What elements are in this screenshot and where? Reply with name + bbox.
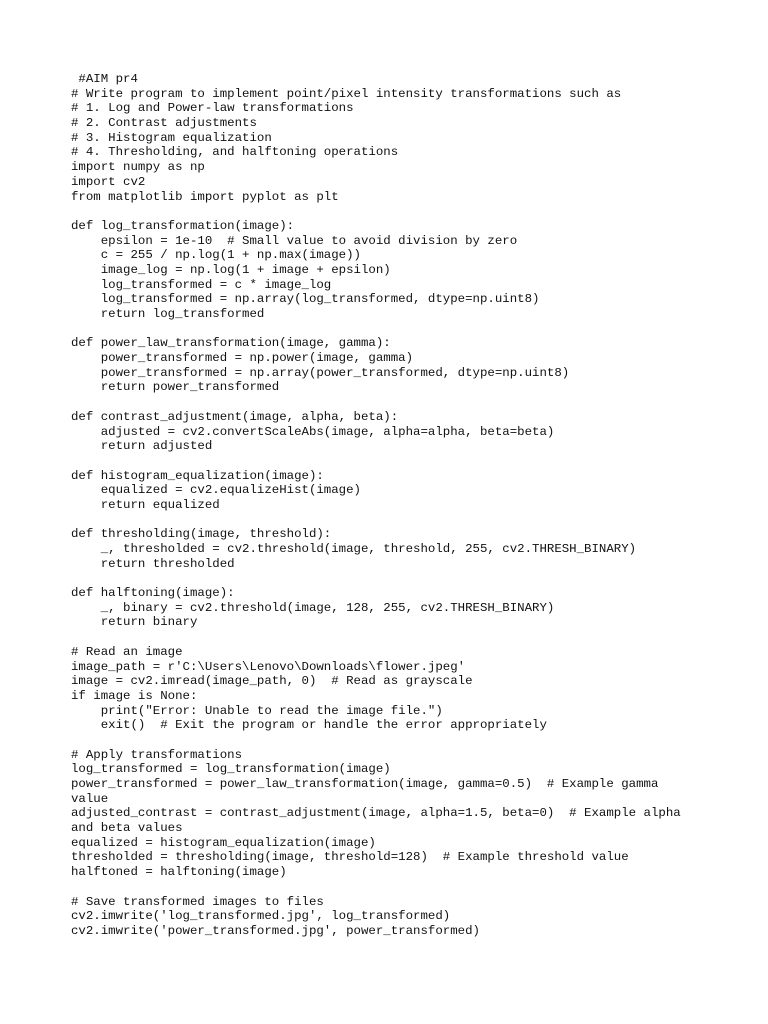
code-line: [71, 630, 711, 645]
code-line: value: [71, 791, 109, 806]
code-line: power_transformed = power_law_transformation(image, gamma=0.5) # Example gamma: [71, 777, 659, 791]
code-line: image = cv2.imread(image_path, 0) # Read as grayscale: [71, 674, 473, 689]
code-line: def contrast_adjustment(image, alpha, beta):: [71, 409, 399, 424]
code-line: [71, 454, 711, 469]
code-line: # Apply transformations: [71, 747, 243, 762]
code-line: def halftoning(image):: [71, 586, 235, 601]
code-line: halftoned = halftoning(image): [71, 865, 287, 880]
code-line: # 4. Thresholding, and halftoning operations: [71, 145, 399, 160]
code-line: def histogram_equalization(image):: [71, 468, 324, 483]
code-line: [71, 733, 711, 748]
code-line: print("Error: Unable to read the image file."): [71, 703, 443, 718]
code-line: import cv2: [71, 174, 146, 189]
code-line: # 3. Histogram equalization: [71, 130, 272, 145]
code-line: # Write program to implement point/pixel intensity transformations such as: [71, 86, 622, 101]
code-line: [71, 322, 711, 337]
code-line: equalized = cv2.equalizeHist(image): [71, 483, 361, 498]
code-line: c = 255 / np.log(1 + np.max(image)): [71, 248, 361, 263]
code-line: [71, 395, 711, 410]
code-line: power_transformed = np.array(power_transformed, dtype=np.uint8): [71, 365, 570, 380]
code-line: def log_transformation(image):: [71, 218, 295, 233]
code-line: power_transformed = np.power(image, gamma): [71, 351, 414, 366]
code-line: log_transformed = log_transformation(image): [71, 762, 391, 777]
code-line: def thresholding(image, threshold):: [71, 527, 332, 542]
code-line: image_log = np.log(1 + image + epsilon): [71, 262, 391, 277]
code-line: exit() # Exit the program or handle the error appropriately: [71, 718, 547, 733]
code-line: from matplotlib import pyplot as plt: [71, 189, 339, 204]
code-line: return log_transformed: [71, 307, 265, 321]
code-line: log_transformed = c * image_log: [71, 277, 332, 292]
code-line: [71, 204, 711, 219]
code-line: # Save transformed images to files: [71, 894, 324, 909]
code-line: # 1. Log and Power-law transformations: [71, 101, 354, 116]
code-line: [71, 880, 711, 895]
code-listing: [71, 72, 711, 939]
code-line: [71, 571, 711, 586]
code-line: #AIM pr4: [71, 72, 138, 86]
code-line: equalized = histogram_equalization(image): [71, 835, 376, 850]
code-line: cv2.imwrite('log_transformed.jpg', log_transformed): [71, 909, 451, 924]
code-line: epsilon = 1e-10 # Small value to avoid division by zero: [71, 233, 518, 248]
code-line: thresholded = thresholding(image, threshold=128) # Example threshold value: [71, 850, 629, 865]
code-line: def power_law_transformation(image, gamma):: [71, 336, 391, 351]
code-line: return thresholded: [71, 556, 235, 571]
code-line: return adjusted: [71, 439, 213, 454]
code-line: return equalized: [71, 497, 220, 512]
code-line: and beta values: [71, 821, 183, 836]
code-line: # Read an image: [71, 644, 183, 659]
code-line: cv2.imwrite('power_transformed.jpg', power_transformed): [71, 923, 480, 938]
code-line: image_path = r'C:\Users\Lenovo\Downloads\flower.jpeg': [71, 659, 466, 674]
code-line: [71, 513, 711, 528]
code-line: if image is None:: [71, 688, 198, 703]
code-line: adjusted = cv2.convertScaleAbs(image, alpha=alpha, beta=beta): [71, 424, 555, 439]
code-line: return power_transformed: [71, 380, 280, 395]
code-line: # 2. Contrast adjustments: [71, 116, 257, 131]
code-line: _, binary = cv2.threshold(image, 128, 255, cv2.THRESH_BINARY): [71, 600, 555, 615]
code-line: _, thresholded = cv2.threshold(image, threshold, 255, cv2.THRESH_BINARY): [71, 542, 637, 556]
code-line: log_transformed = np.array(log_transformed, dtype=np.uint8): [71, 292, 540, 307]
code-line: return binary: [71, 615, 198, 630]
code-line: import numpy as np: [71, 160, 205, 175]
code-line: adjusted_contrast = contrast_adjustment(image, alpha=1.5, beta=0) # Example alpha: [71, 806, 681, 821]
